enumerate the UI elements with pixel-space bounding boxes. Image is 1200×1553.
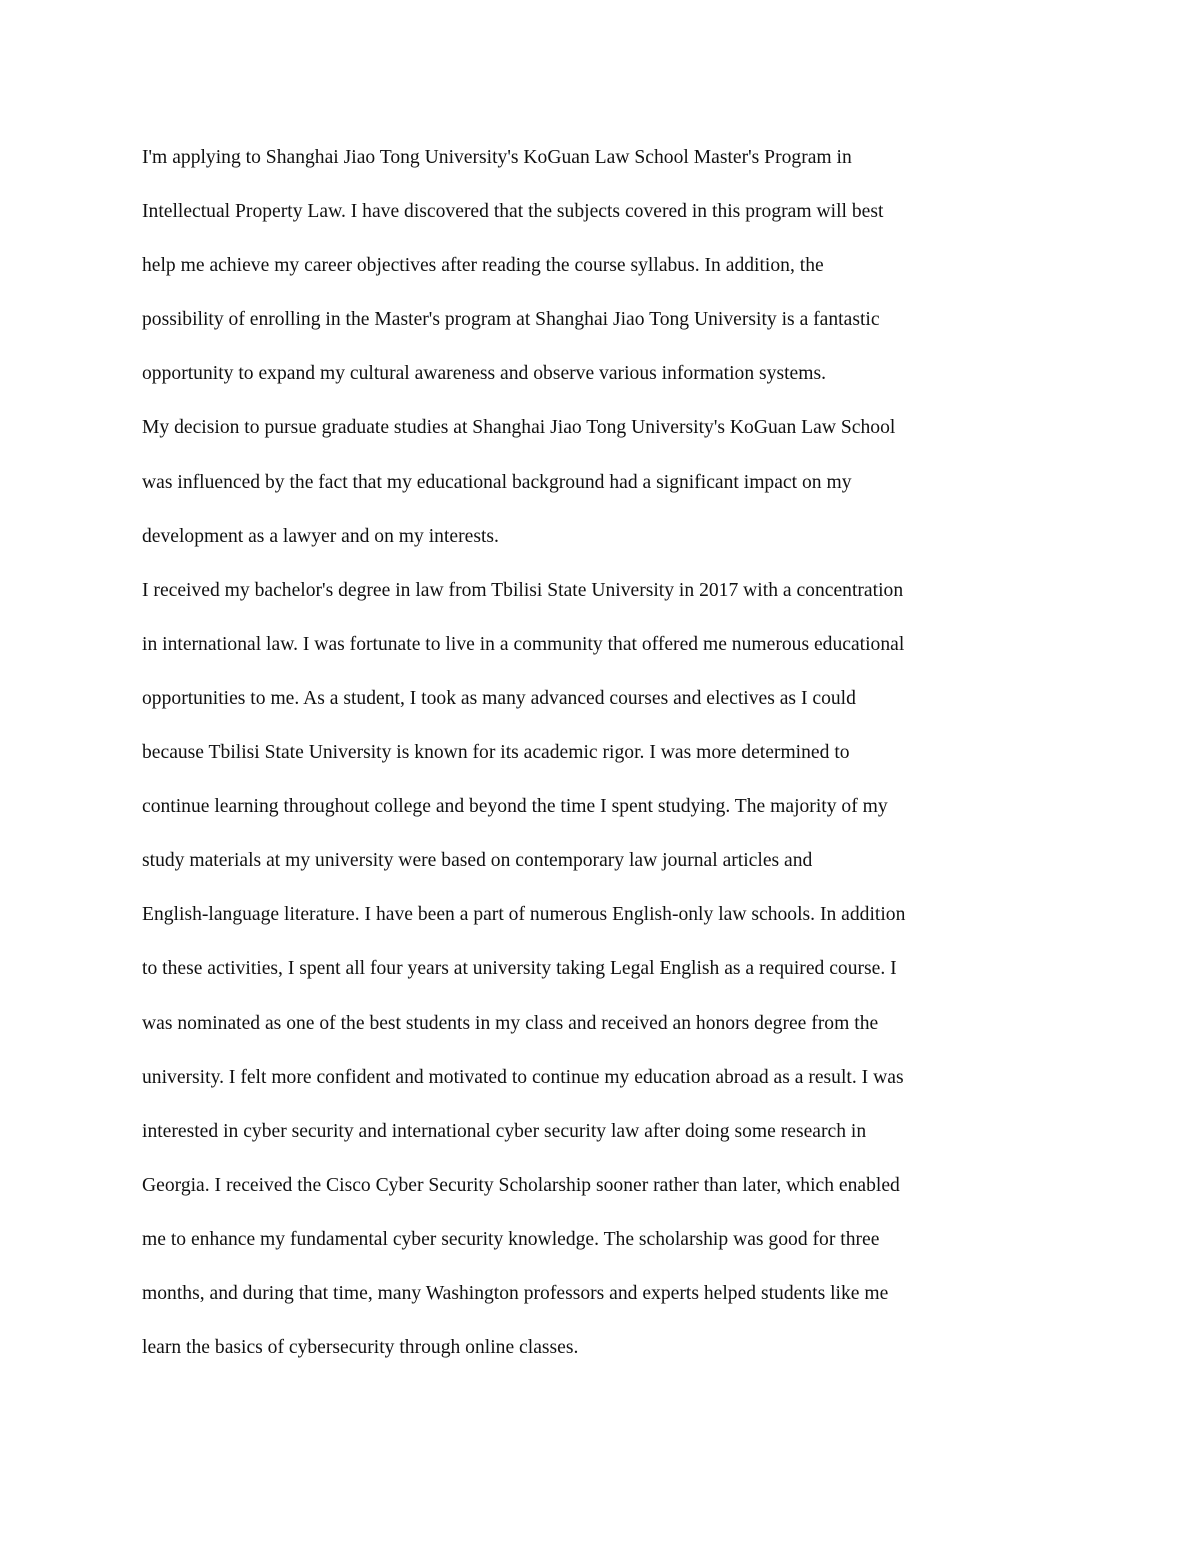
text-line: My decision to pursue graduate studies at Shanghai Jiao Tong University's KoGuan Law School bbox=[142, 417, 896, 439]
text-line: interested in cyber security and international cyber security law after doing some research in bbox=[142, 1120, 867, 1142]
text-line: was nominated as one of the best students in my class and received an honors degree from the bbox=[142, 1012, 879, 1034]
text-line: months, and during that time, many Washington professors and experts helped students like me bbox=[142, 1282, 889, 1304]
text-line: Intellectual Property Law. I have discovered that the subjects covered in this program will best bbox=[142, 201, 884, 223]
text-line: opportunities to me. As a student, I took as many advanced courses and electives as I could bbox=[142, 687, 856, 709]
text-line: learn the basics of cybersecurity through online classes. bbox=[142, 1337, 579, 1359]
text-line: development as a lawyer and on my interests. bbox=[142, 525, 499, 547]
text-line: I received my bachelor's degree in law from Tbilisi State University in 2017 with a concentration bbox=[142, 579, 904, 601]
text-line: me to enhance my fundamental cyber security knowledge. The scholarship was good for three bbox=[142, 1228, 880, 1250]
document-body bbox=[142, 136, 1082, 1380]
text-line: was influenced by the fact that my educational background had a significant impact on my bbox=[142, 471, 852, 493]
text-line: because Tbilisi State University is known for its academic rigor. I was more determined to bbox=[142, 742, 850, 764]
text-line: I'm applying to Shanghai Jiao Tong University's KoGuan Law School Master's Program in bbox=[142, 147, 852, 168]
text-line: opportunity to expand my cultural awareness and observe various information systems. bbox=[142, 363, 826, 385]
text-line: help me achieve my career objectives after reading the course syllabus. In addition, the bbox=[142, 255, 824, 277]
text-line: English-language literature. I have been a part of numerous English-only law schools. In addition bbox=[142, 904, 906, 926]
text-line: possibility of enrolling in the Master's program at Shanghai Jiao Tong University is a fantastic bbox=[142, 309, 880, 331]
text-line: in international law. I was fortunate to live in a community that offered me numerous educational bbox=[142, 633, 905, 655]
text-line: to these activities, I spent all four years at university taking Legal English as a required course. I bbox=[142, 958, 897, 980]
text-line: continue learning throughout college and beyond the time I spent studying. The majority of my bbox=[142, 796, 888, 818]
text-line: Georgia. I received the Cisco Cyber Security Scholarship sooner rather than later, which enabled bbox=[142, 1174, 900, 1196]
text-line: university. I felt more confident and motivated to continue my education abroad as a result. I was bbox=[142, 1066, 904, 1088]
text-line: study materials at my university were based on contemporary law journal articles and bbox=[142, 850, 813, 872]
